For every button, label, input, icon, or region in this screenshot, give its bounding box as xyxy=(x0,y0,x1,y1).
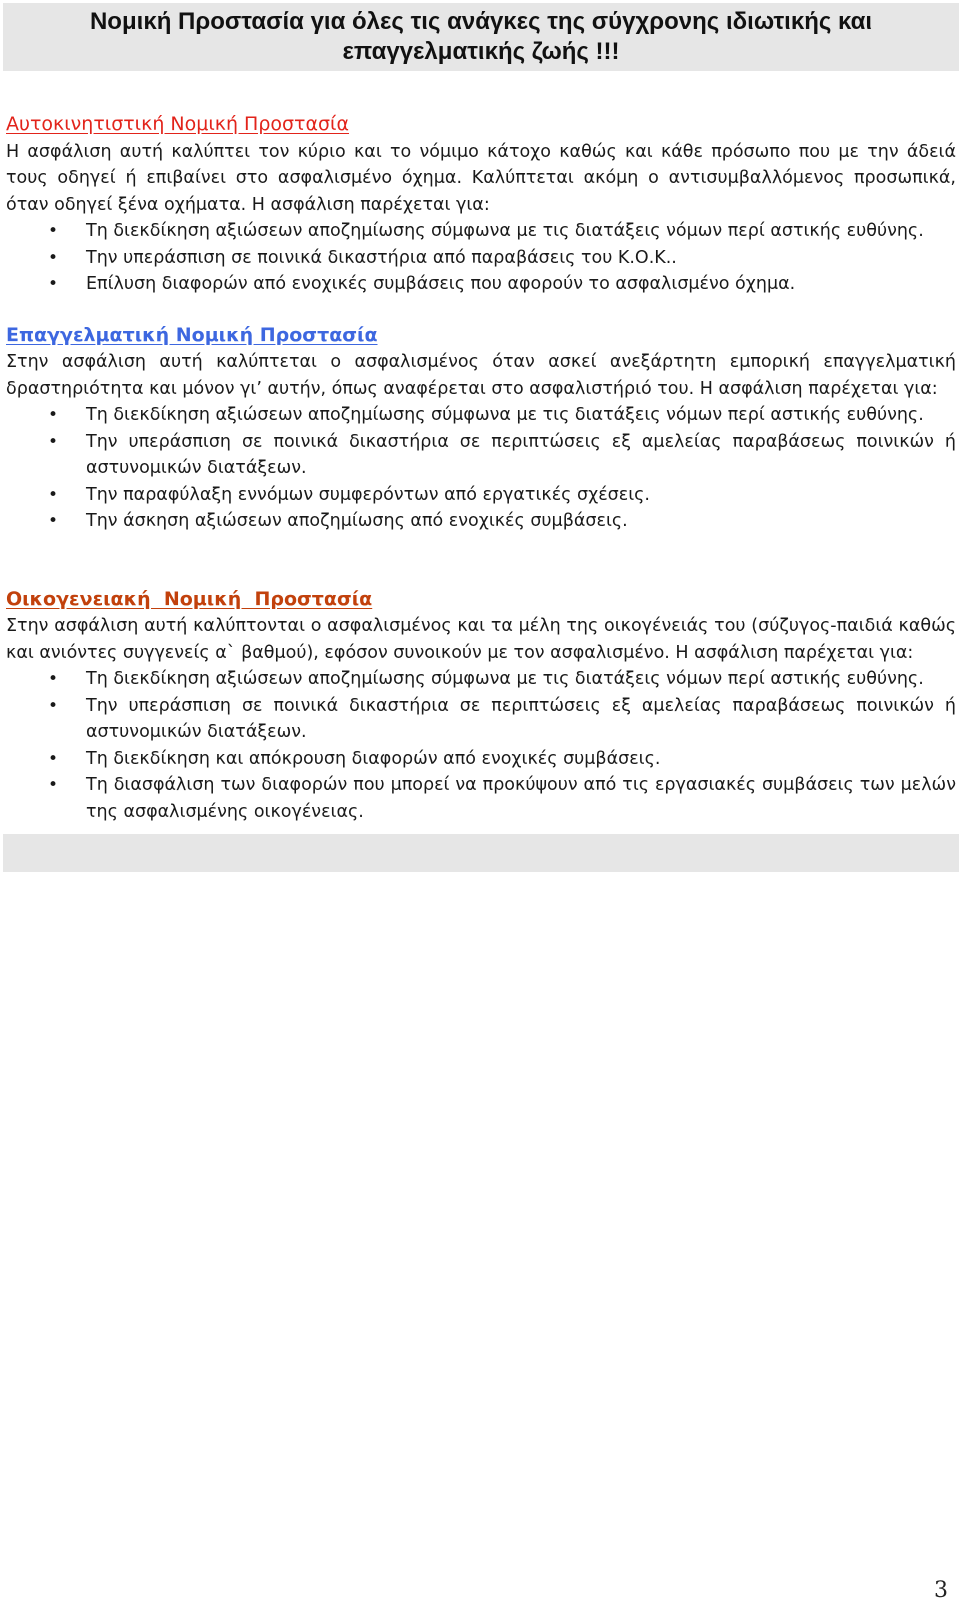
list-item xyxy=(6,508,956,535)
bullet-icon: • xyxy=(48,405,59,425)
list-item xyxy=(6,402,956,429)
list-item-text: Την υπεράσπιση σε ποινικά δικαστήρια σε περιπτώσεις εξ αμελείας παραβάσεως ποινικών ή αστυνομικών διατάξεων. xyxy=(86,431,956,478)
list-item xyxy=(6,772,956,825)
list-item xyxy=(6,429,956,482)
bullet-icon: • xyxy=(48,274,59,294)
section-intro: Η ασφάλιση αυτή καλύπτει τον κύριο και το νόμιμο κάτοχο καθώς και κάθε πρόσωπο που με την άδειά τους οδηγεί ή επιβαίνει στο ασφαλισμένο όχημα. Καλύπτεται ακόμη ο αντισυμβαλλόμενος προσωπικά, όταν οδηγεί ξένα οχήματα. Η ασφάλιση παρέχεται για: xyxy=(6,141,956,215)
section-heading: Αυτοκινητιστική Νομική Προστασία xyxy=(6,113,350,135)
bullet-icon: • xyxy=(48,669,59,689)
list-item xyxy=(6,482,956,509)
list-item-text: Την υπεράσπιση σε ποινικά δικαστήρια σε περιπτώσεις εξ αμελείας παραβάσεως ποινικών ή αστυνομικών διατάξεων. xyxy=(86,695,956,742)
bullet-icon: • xyxy=(48,775,59,795)
bullet-icon: • xyxy=(48,748,59,769)
list-item-text: Τη διασφάλιση των διαφορών που μπορεί να προκύψουν από τις εργασιακές συμβάσεις των μελών της ασφαλισμένης οικογένειας. xyxy=(86,775,956,822)
list-item-text: Την παραφύλαξη εννόμων συμφερόντων από εργατικές σχέσεις. xyxy=(86,484,650,505)
section-heading: Οικογενειακή Νομική Προστασία xyxy=(6,587,373,610)
section-professional-legal-protection xyxy=(3,322,959,535)
list-item xyxy=(6,746,956,773)
list-item xyxy=(6,245,956,272)
bullet-icon: • xyxy=(48,484,59,505)
list-item xyxy=(6,271,956,298)
section-intro: Στην ασφάλιση αυτή καλύπτονται ο ασφαλισμένος και τα μέλη της οικογένειάς του (σύζυγος-παιδιά καθώς και ανιόντες συγγενείς α` βαθμού), εφόσον συνοικούν με τον ασφαλισμένο. Η ασφάλιση παρέχεται για: xyxy=(6,616,956,663)
list-item-text: Τη διεκδίκηση αξιώσεων αποζημίωσης σύμφωνα με τις διατάξεις νόμων περί αστικής ευθύνης. xyxy=(86,221,924,241)
section-family-legal-protection xyxy=(3,586,959,826)
list-item xyxy=(6,666,956,693)
bullet-icon: • xyxy=(48,695,59,716)
coverage-list xyxy=(6,218,956,298)
list-item-text: Τη διεκδίκηση αξιώσεων αποζημίωσης σύμφωνα με τις διατάξεις νόμων περί αστικής ευθύνης. xyxy=(86,669,924,689)
coverage-list xyxy=(6,666,956,825)
footer-band xyxy=(3,834,959,872)
list-item-text: Τη διεκδίκηση αξιώσεων αποζημίωσης σύμφωνα με τις διατάξεις νόμων περί αστικής ευθύνης. xyxy=(86,405,924,425)
list-item-text: Την υπεράσπιση σε ποινικά δικαστήρια από παραβάσεις του Κ.Ο.Κ.. xyxy=(86,247,677,268)
section-heading: Επαγγελματική Νομική Προστασία xyxy=(6,323,378,346)
section-car-legal-protection xyxy=(3,111,959,298)
document-page xyxy=(3,0,959,872)
list-item-text: Επίλυση διαφορών από ενοχικές συμβάσεις που αφορούν το ασφαλισμένο όχημα. xyxy=(86,274,796,294)
list-item-text: Την άσκηση αξιώσεων αποζημίωσης από ενοχικές συμβάσεις. xyxy=(86,511,628,531)
bullet-icon: • xyxy=(48,221,59,241)
section-intro: Στην ασφάλιση αυτή καλύπτεται ο ασφαλισμένος όταν ασκεί ανεξάρτητη εμπορική επαγγελματική δραστηριότητα και μόνον γι’ αυτήν, όπως αναφέρεται στο ασφαλιστήριό του. Η ασφάλιση παρέχεται για: xyxy=(6,352,956,399)
page-title: Νομική Προστασία για όλες τις ανάγκες της σύγχρονης ιδιωτικής και επαγγελματικής ζωής !!! xyxy=(89,8,873,65)
coverage-list xyxy=(6,402,956,535)
bullet-icon: • xyxy=(48,511,59,531)
list-item xyxy=(6,218,956,245)
bullet-icon: • xyxy=(48,431,59,452)
page-title-banner xyxy=(3,3,959,71)
list-item xyxy=(6,693,956,746)
page-number: 3 xyxy=(934,1578,948,1603)
bullet-icon: • xyxy=(48,247,59,268)
list-item-text: Τη διεκδίκηση και απόκρουση διαφορών από ενοχικές συμβάσεις. xyxy=(86,748,661,769)
